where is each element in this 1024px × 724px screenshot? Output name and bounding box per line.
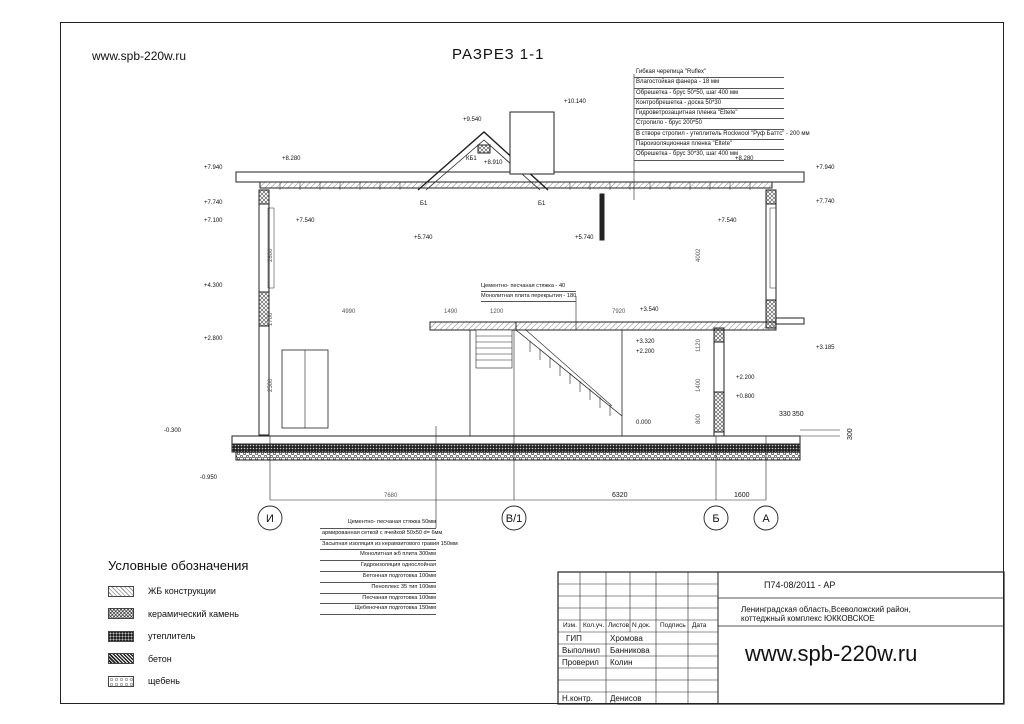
floor-layer: Бетонная подготовка 100мм (320, 572, 436, 583)
slab-layer: Монолитная плита перекрытия - 180 (481, 292, 576, 302)
legend-item (108, 625, 239, 648)
roof-layer: Влагостойкая фанера - 18 мм (634, 78, 784, 88)
legend-item (108, 648, 239, 671)
legend-item (108, 603, 239, 626)
location-line-2: коттеджный комплекс ЮККОВСКОЕ (741, 614, 875, 623)
floor-layer: Гидроизоляция однослойная (320, 561, 436, 572)
name-chief: Хромова (610, 634, 643, 643)
legend-label: керамический камень (148, 608, 239, 619)
axis-label-3: Б (712, 513, 720, 525)
roof-layer: Гидроветрозащитная пленка "Eltete" (634, 109, 784, 119)
level-slab: +3.540 (640, 307, 659, 313)
dim-w7920: 7920 (612, 309, 626, 315)
floor-layer: Засыпная изоляция из керамзитового гравия 150мм (320, 540, 436, 551)
legend-swatch-concrete-plain (108, 653, 134, 664)
legend-title: Условные обозначения (108, 558, 249, 573)
dim-h300: 300 (847, 428, 854, 440)
ground-slab (232, 436, 800, 444)
legend-label: щебень (148, 676, 180, 687)
gravel-bed (236, 452, 800, 460)
roof-layer: Гибкая черепица "Ruflex" (634, 68, 784, 78)
dim-w6320: 6320 (612, 492, 628, 499)
name-norm: Денисов (610, 694, 642, 703)
legend-swatch-insulation (108, 631, 134, 642)
chimney (510, 112, 554, 174)
dim-w330: 330 (779, 411, 791, 418)
level-ground-left: -0.300 (164, 428, 182, 434)
legend-label: бетон (148, 653, 172, 664)
level-right-mid: +7.740 (816, 199, 835, 205)
legend-swatch-concrete (108, 586, 134, 597)
roof-layer: Контробрешетка - доска 50*30 (634, 99, 784, 109)
header-website[interactable]: www.spb-220w.ru (92, 49, 187, 63)
dim-h1400: 1400 (696, 378, 702, 392)
legend-swatch-ceramic (108, 608, 134, 619)
dim-h1700: 1700 (268, 312, 274, 326)
level-eave-left: +8.280 (282, 156, 301, 162)
level-right-0800: +0.800 (736, 394, 755, 400)
col-header-sign: Подпись (660, 622, 686, 629)
mark-b1-left: Б1 (420, 201, 428, 207)
role-chief: ГИП (566, 634, 582, 643)
dim-w7680: 7680 (384, 493, 398, 499)
level-zero: 0.000 (636, 420, 652, 426)
roof-layers-note (634, 68, 810, 161)
legend-swatch-gravel (108, 676, 134, 687)
roof-layer: Стропило - брус 200*50 (634, 119, 784, 129)
level-ceil-left: +7.540 (296, 218, 315, 224)
roof-layer: В створе стропил - утеплитель Rockwool "Руф Баттс" - 200 мм (634, 130, 784, 140)
legend-item (108, 670, 239, 693)
location-line-1: Ленинградская область,Всеволожский район, (741, 605, 911, 614)
slab-layers-note (481, 282, 576, 302)
roof-layer: Обрешетка - брус 30*30, шаг 400 мм (634, 150, 784, 160)
level-stair-2: +2.200 (636, 349, 655, 355)
mark-b1-right: Б1 (538, 201, 546, 207)
level-ceil-right: +7.540 (718, 218, 737, 224)
stair-flight (516, 330, 622, 416)
axis-label-4: А (762, 513, 770, 525)
legend-label: утеплитель (148, 631, 196, 642)
dim-w4990: 4990 (342, 309, 356, 315)
level-right-3185: +3.185 (816, 345, 835, 351)
name-checker: Колин (610, 658, 633, 667)
project-code: П74-08/2011 - АР (764, 580, 836, 590)
role-checker: Проверил (562, 658, 599, 667)
col-header-qty: Кол.уч. (583, 622, 605, 629)
dim-h4002: 4002 (696, 248, 702, 262)
name-author: Банникова (610, 646, 650, 655)
floor-layers-note (320, 518, 458, 615)
mark-kb1: КБ1 (466, 156, 477, 162)
legend-item (108, 580, 239, 603)
level-left-mid: +7.740 (204, 200, 223, 206)
level-mezz-left: +5.740 (414, 235, 433, 241)
dim-w350: 350 (792, 411, 804, 418)
floor-layer: Песчаная подготовка 100мм (320, 594, 436, 605)
level-4300: +4.300 (204, 283, 223, 289)
col-header-doc: N док. (632, 622, 651, 629)
dim-h2500: 2500 (268, 378, 274, 392)
col-header-sheets: Листов (608, 622, 630, 629)
axis-label-1: И (266, 513, 274, 525)
col-header-date: Дата (692, 622, 707, 629)
level-2800: +2.800 (204, 336, 223, 342)
floor-layer: армированная сеткой с ячейкой 50х50 d= 6мм (320, 529, 436, 540)
interfloor-slab (430, 322, 776, 330)
level-stair-1: +3.320 (636, 339, 655, 345)
level-base-left: -0.950 (200, 475, 218, 481)
floor-layer: Монолитная жб плита 300мм (320, 550, 436, 561)
dim-h800: 800 (696, 413, 702, 424)
dim-h2800: 2800 (268, 248, 274, 262)
level-ridge: +10.140 (564, 99, 586, 105)
slab-layer: Цементно- песчаная стяжка - 40 (481, 282, 576, 292)
role-author: Выполнил (562, 646, 600, 655)
section-title: РАЗРЕЗ 1-1 (452, 46, 545, 63)
level-eave-right: +8.280 (735, 156, 754, 162)
footer-website[interactable]: www.spb-220w.ru (745, 641, 918, 666)
legend-label: ЖБ конструкции (148, 586, 216, 597)
level-left-low: +7.100 (204, 218, 223, 224)
level-right-top: +7.940 (816, 165, 835, 171)
floor-layer: Щебеночная подготовка 150мм (320, 604, 436, 615)
axis-label-2: В/1 (505, 513, 523, 525)
dim-w1490: 1490 (444, 309, 458, 315)
level-ridge-low: +9.540 (463, 117, 482, 123)
floor-layer: Цементно- песчаная стяжка 50мм (320, 518, 436, 529)
col-header-rev: Изм. (563, 622, 577, 629)
level-mezz-right: +5.740 (575, 235, 594, 241)
level-left-top: +7.940 (204, 165, 223, 171)
roof-layer: Обрешетка - брус 50*50, шаг 400 мм (634, 89, 784, 99)
dim-w1200: 1200 (490, 309, 504, 315)
attic-ceiling (260, 182, 772, 188)
roof-layer: Пароизоляционная пленка "Eltete" (634, 140, 784, 150)
level-kb: +8.910 (484, 160, 503, 166)
legend (108, 580, 239, 693)
role-norm: Н.контр. (562, 694, 593, 703)
dim-w1600: 1600 (734, 492, 750, 499)
floor-layer: Пеноплекс 35 тип 100мм (320, 583, 436, 594)
dim-h1120: 1120 (696, 339, 702, 352)
level-right-2200: +2.200 (736, 375, 755, 381)
